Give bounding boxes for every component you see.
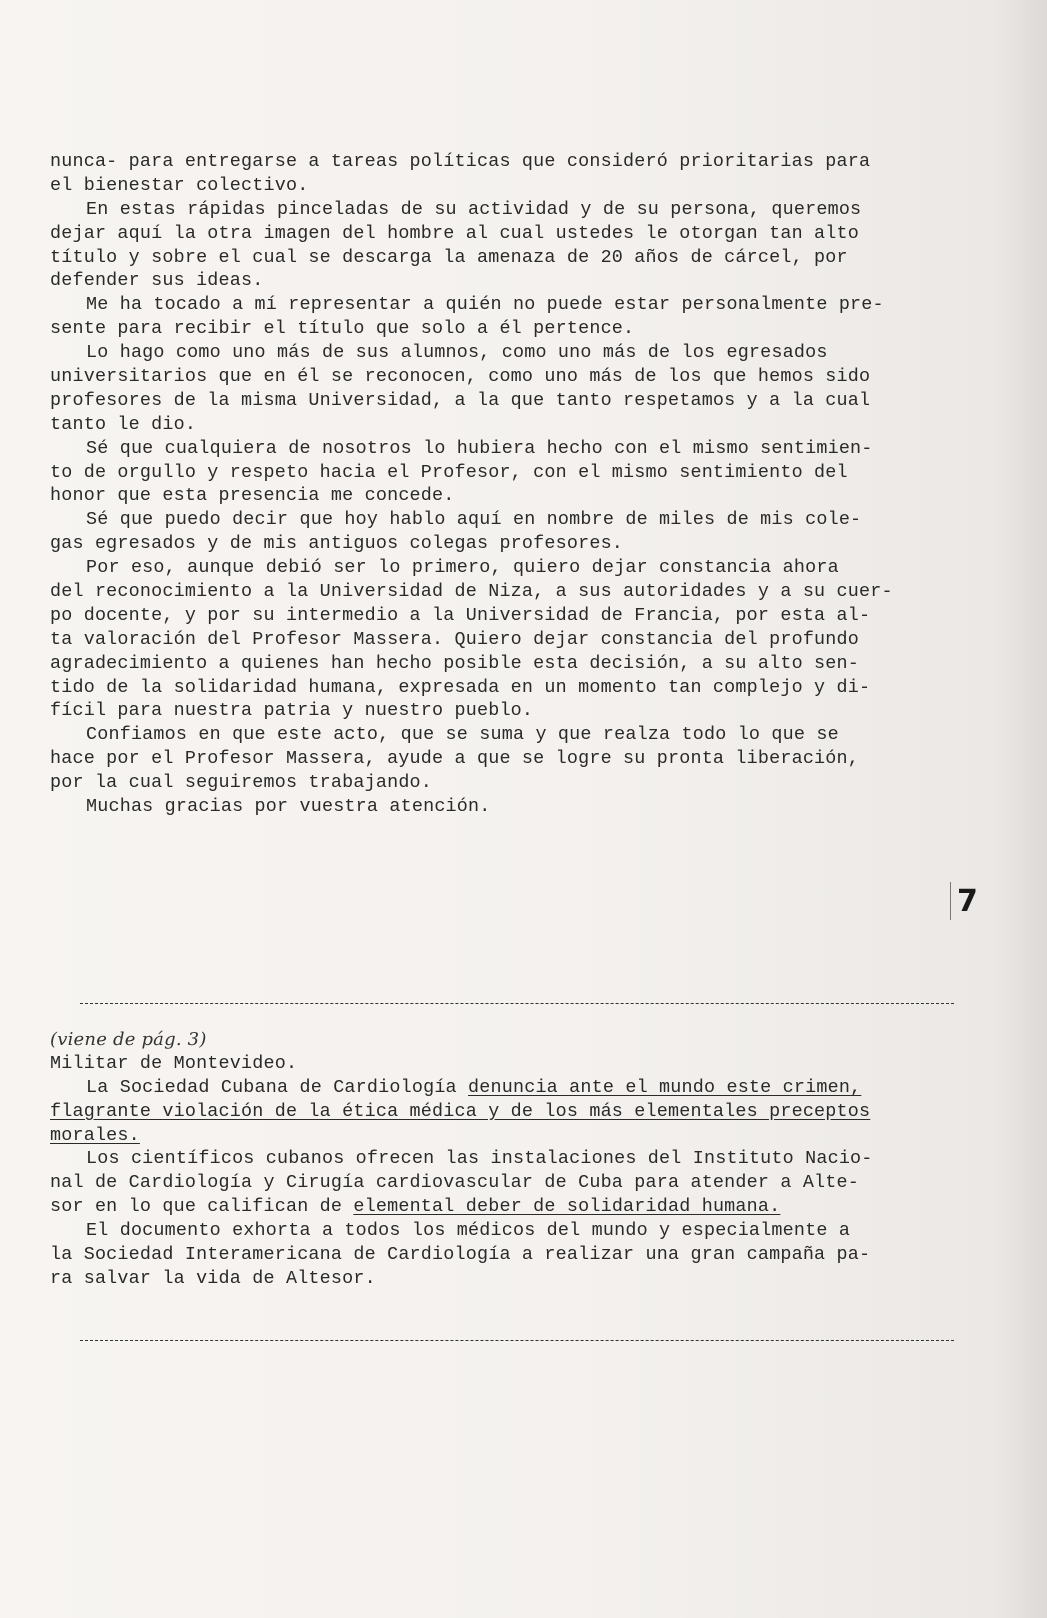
text-line: Militar de Montevideo. <box>50 1052 298 1074</box>
text-line: la Sociedad Interamericana de Cardiología a realizar una gran campaña pa- <box>50 1244 871 1266</box>
text-line: título y sobre el cual se descarga la amenaza de 20 años de cárcel, por <box>50 246 848 268</box>
text-segment: sor en lo que califican de <box>50 1196 354 1218</box>
text-line: ra salvar la vida de Altesor. <box>50 1267 376 1289</box>
text-line: honor que esta presencia me concede. <box>50 485 455 507</box>
text-line <box>50 1076 950 1100</box>
text-line: Confiamos en que este acto, que se suma y que realza todo lo que se <box>86 724 839 746</box>
text-line: po docente, y por su intermedio a la Universidad de Francia, por esta al- <box>50 604 871 626</box>
main-text-block <box>50 150 950 819</box>
text-line: nal de Cardiología y Cirugía cardiovascular de Cuba para atender a Alte- <box>50 1172 860 1194</box>
text-line <box>50 1195 950 1219</box>
text-line: Muchas gracias por vuestra atención. <box>86 796 491 818</box>
margin-tick-mark <box>950 882 951 920</box>
text-line: el bienestar colectivo. <box>50 174 309 196</box>
page-number: 7 <box>957 884 978 919</box>
continuation-block <box>50 1028 950 1291</box>
text-line: Lo hago como uno más de sus alumnos, como uno más de los egresados <box>86 342 828 364</box>
text-line: ta valoración del Profesor Massera. Quiero dejar constancia del profundo <box>50 628 860 650</box>
underlined-text: morales. <box>50 1124 140 1146</box>
text-line: universitarios que en él se reconocen, como uno más de los que hemos sido <box>50 366 871 388</box>
text-segment: La Sociedad Cubana de Cardiología <box>86 1076 469 1098</box>
text-line: agradecimiento a quienes han hecho posible esta decisión, a su alto sen- <box>50 652 860 674</box>
text-line: Sé que puedo decir que hoy hablo aquí en nombre de miles de mis cole- <box>86 509 862 531</box>
dashed-separator-bottom <box>80 1340 954 1341</box>
text-line: to de orgullo y respeto hacia el Profesor, con el mismo sentimiento del <box>50 461 848 483</box>
text-line: gas egresados y de mis antiguos colegas profesores. <box>50 533 624 555</box>
underlined-text: elemental deber de solidaridad humana. <box>353 1196 781 1218</box>
underlined-text: denuncia ante el mundo este crimen, <box>468 1076 862 1098</box>
text-line: dejar aquí la otra imagen del hombre al cual ustedes le otorgan tan alto <box>50 222 860 244</box>
text-line: En estas rápidas pinceladas de su actividad y de su persona, queremos <box>86 198 862 220</box>
text-line: Los científicos cubanos ofrecen las instalaciones del Instituto Nacio- <box>86 1148 873 1170</box>
dashed-separator-top <box>80 1003 954 1004</box>
continuation-label: (viene de pág. 3) <box>50 1029 207 1050</box>
underlined-text: flagrante violación de la ética médica y de los más elementales preceptos <box>50 1100 871 1122</box>
text-line <box>50 1100 950 1124</box>
text-line: tanto le dio. <box>50 413 197 435</box>
text-line: tido de la solidaridad humana, expresada en un momento tan complejo y di- <box>50 676 871 698</box>
text-line: del reconocimiento a la Universidad de Niza, a sus autoridades y a su cuer- <box>50 581 893 603</box>
text-line: por la cual seguiremos trabajando. <box>50 772 433 794</box>
text-line: profesores de la misma Universidad, a la que tanto respetamos y a la cual <box>50 389 871 411</box>
text-line: Por eso, aunque debió ser lo primero, quiero dejar constancia ahora <box>86 557 839 579</box>
text-line: sente para recibir el título que solo a él pertence. <box>50 318 635 340</box>
text-line <box>50 1124 950 1148</box>
text-line: defender sus ideas. <box>50 270 264 292</box>
text-line: hace por el Profesor Massera, ayude a que se logre su pronta liberación, <box>50 748 860 770</box>
text-line: El documento exhorta a todos los médicos del mundo y especialmente a <box>86 1220 851 1242</box>
text-line: fícil para nuestra patria y nuestro pueblo. <box>50 700 534 722</box>
text-line: Me ha tocado a mí representar a quién no puede estar personalmente pre- <box>86 294 884 316</box>
text-line: Sé que cualquiera de nosotros lo hubiera hecho con el mismo sentimien- <box>86 437 873 459</box>
text-line: nunca- para entregarse a tareas políticas que consideró prioritarias para <box>50 151 871 172</box>
